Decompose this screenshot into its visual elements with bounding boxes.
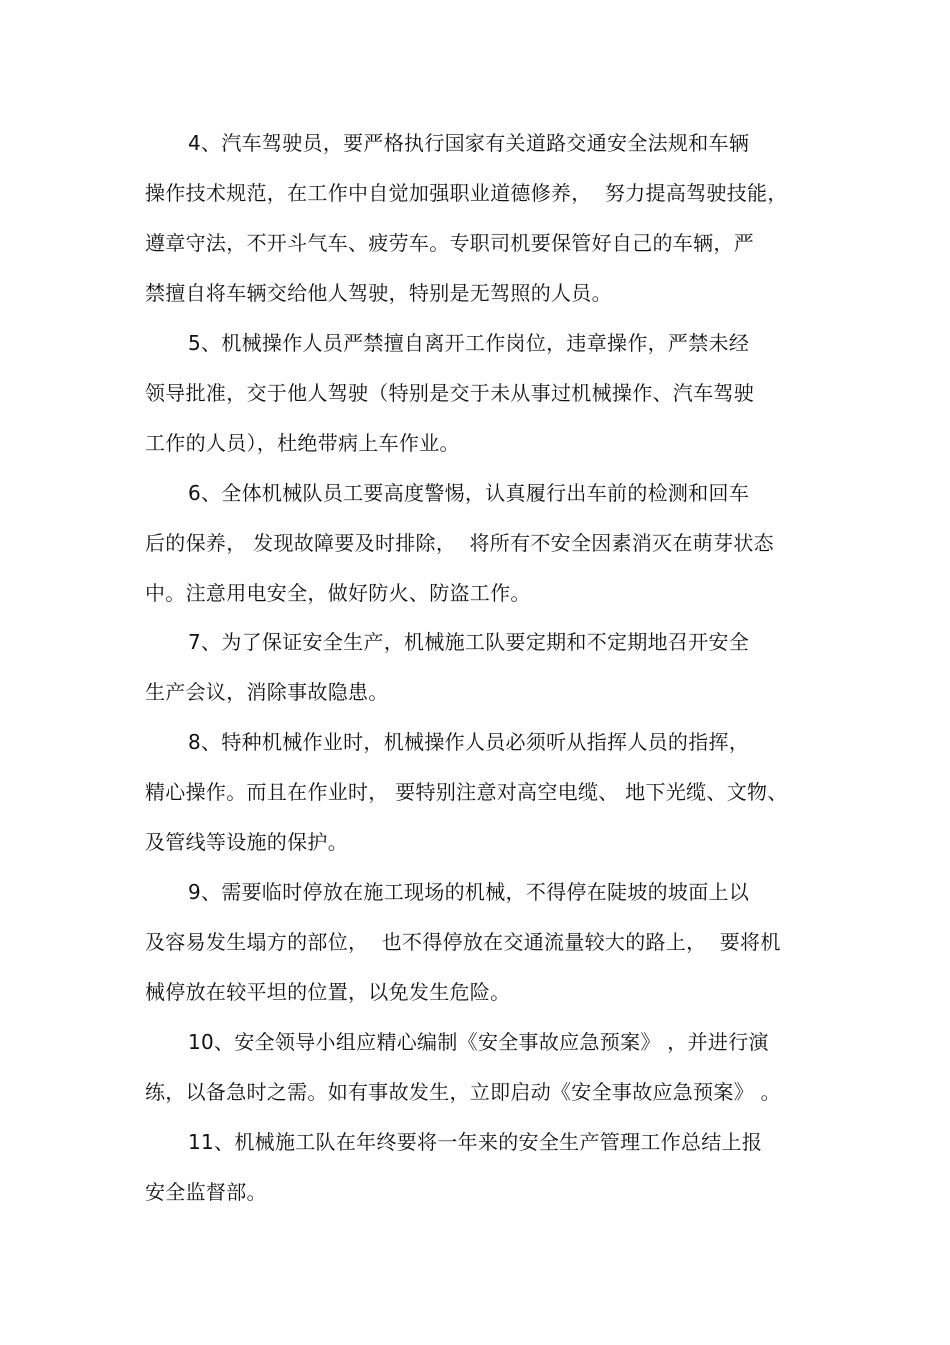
paragraph-line: 及容易发生塌方的部位， 也不得停放在交通流量较大的路上， 要将机 xyxy=(145,930,781,954)
paragraph-line: 精心操作。而且在作业时， 要特别注意对高空电缆、 地下光缆、文物、 xyxy=(145,780,788,804)
paragraph-line: 9、需要临时停放在施工现场的机械，不得停在陡坡的坡面上以 xyxy=(188,880,750,904)
paragraph-line: 禁擅自将车辆交给他人驾驶，特别是无驾照的人员。 xyxy=(145,281,612,305)
paragraph-line: 领导批准，交于他人驾驶（特别是交于未从事过机械操作、汽车驾驶 xyxy=(145,381,754,405)
paragraph-line: 械停放在较平坦的位置，以免发生危险。 xyxy=(145,980,511,1004)
paragraph-line: 工作的人员），杜绝带病上车作业。 xyxy=(145,431,460,455)
paragraph-line: 6、全体机械队员工要高度警惕，认真履行出车前的检测和回车 xyxy=(188,481,750,505)
paragraph-line: 及管线等设施的保护。 xyxy=(145,830,348,854)
paragraph-line: 10、安全领导小组应精心编制《安全事故应急预案》 ，并进行演 xyxy=(188,1030,769,1054)
paragraph-line: 中。注意用电安全，做好防火、防盗工作。 xyxy=(145,581,531,605)
paragraph-line: 遵章守法，不开斗气车、疲劳车。专职司机要保管好自己的车辆，严 xyxy=(145,231,754,255)
paragraph-line: 生产会议，消除事故隐患。 xyxy=(145,680,389,704)
paragraph-line: 8、特种机械作业时，机械操作人员必须听从指挥人员的指挥， xyxy=(188,730,750,754)
paragraph-line: 安全监督部。 xyxy=(145,1180,267,1204)
paragraph-line: 11、机械施工队在年终要将一年来的安全生产管理工作总结上报 xyxy=(188,1130,763,1154)
paragraph-line: 操作技术规范，在工作中自觉加强职业道德修养， 努力提高驾驶技能， xyxy=(145,181,788,205)
paragraph-line: 5、机械操作人员严禁擅自离开工作岗位，违章操作，严禁未经 xyxy=(188,331,750,355)
paragraph-line: 4、汽车驾驶员，要严格执行国家有关道路交通安全法规和车辆 xyxy=(188,131,750,155)
paragraph-line: 7、为了保证安全生产，机械施工队要定期和不定期地召开安全 xyxy=(188,630,750,654)
paragraph-line: 练，以备急时之需。如有事故发生，立即启动《安全事故应急预案》 。 xyxy=(145,1080,781,1104)
paragraph-line: 后的保养， 发现故障要及时排除， 将所有不安全因素消灭在萌芽状态 xyxy=(145,531,774,555)
